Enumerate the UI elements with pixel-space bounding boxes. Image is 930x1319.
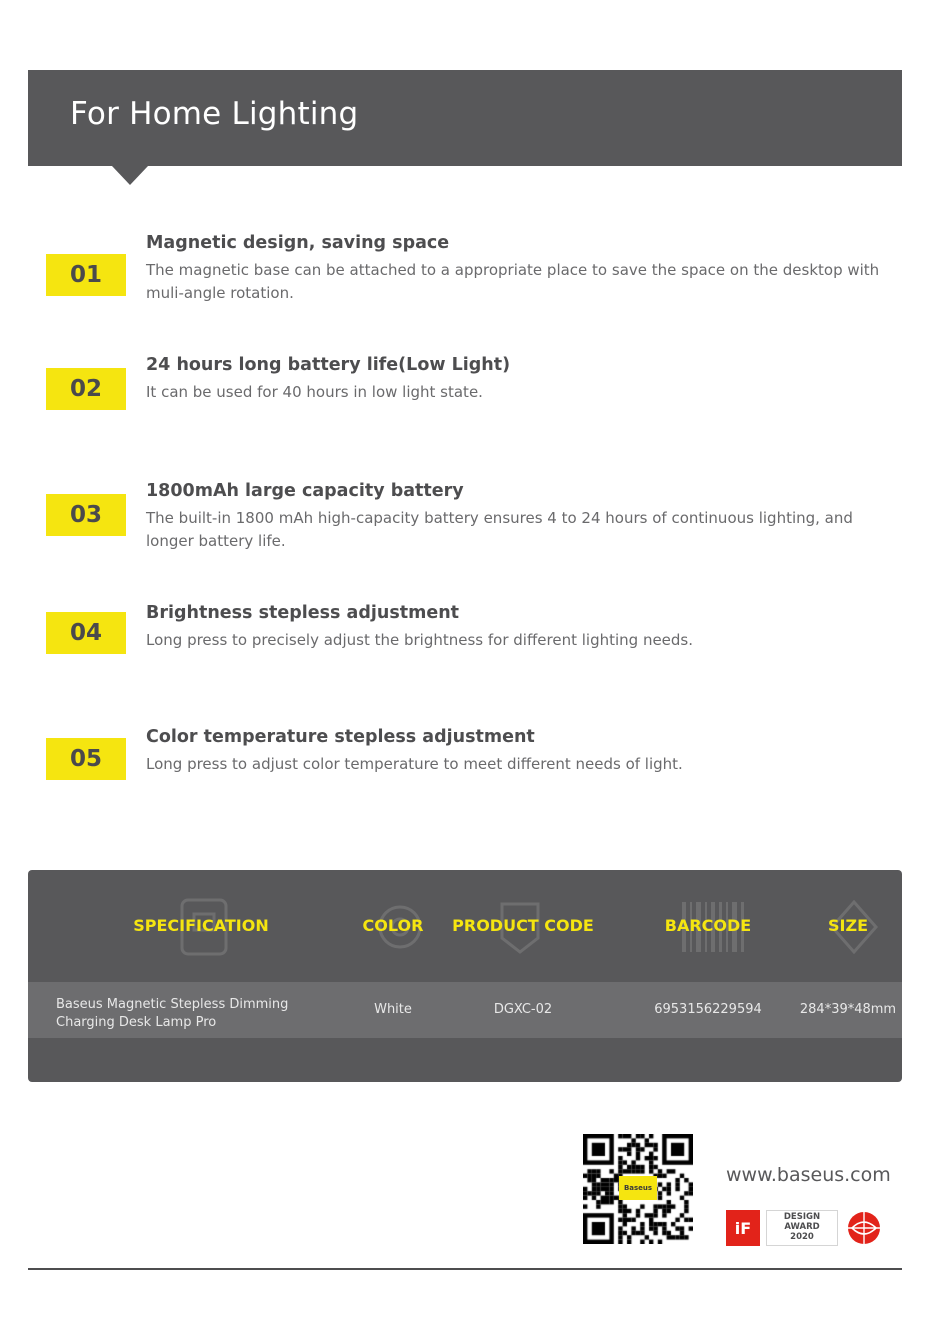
- feature-list: [0, 232, 930, 842]
- design-award-line1: DESIGN: [783, 1212, 821, 1223]
- feature-title: Magnetic design, saving space: [146, 233, 450, 253]
- list-item: [0, 480, 930, 590]
- cell-specification: Baseus Magnetic Stepless Dimming Charging Desk Lamp Pro: [56, 997, 289, 1030]
- feature-body: [146, 354, 900, 404]
- feature-description: The magnetic base can be attached to a appropriate place to save the space on the desktop with muli-angle rotation.: [146, 260, 880, 302]
- list-item: [0, 728, 930, 828]
- feature-title: 24 hours long battery life(Low Light): [146, 355, 511, 375]
- list-item: [0, 356, 930, 466]
- feature-number-badge: 01: [46, 254, 126, 296]
- if-award-badge: iF: [726, 1210, 760, 1246]
- feature-number-badge: 04: [46, 612, 126, 654]
- footer-divider: [28, 1268, 902, 1270]
- feature-number-badge: 03: [46, 494, 126, 536]
- cell-barcode: 6953156229594: [654, 1002, 762, 1017]
- design-award-line3: 2020: [790, 1231, 814, 1242]
- feature-number-badge: 02: [46, 368, 126, 410]
- feature-body: [146, 726, 900, 776]
- cell-size: 284*39*48mm: [799, 1002, 897, 1017]
- column-header-barcode: BARCODE: [664, 916, 752, 935]
- feature-description: Long press to precisely adjust the brightness for different lighting needs.: [146, 630, 694, 649]
- feature-description: It can be used for 40 hours in low light state.: [146, 382, 483, 401]
- list-item: [0, 232, 930, 342]
- cell-color: White: [374, 1002, 412, 1017]
- feature-description: Long press to adjust color temperature to meet different needs of light.: [146, 754, 683, 773]
- award-badges: [726, 1210, 884, 1246]
- column-header-size: SIZE: [827, 916, 868, 935]
- cell-product-code: DGXC-02: [493, 1002, 553, 1017]
- table-header-row: [28, 870, 902, 982]
- qr-code: [583, 1134, 693, 1244]
- feature-title: Color temperature stepless adjustment: [146, 727, 535, 747]
- feature-title: Brightness stepless adjustment: [146, 603, 460, 623]
- design-award-line2: AWARD: [784, 1222, 820, 1233]
- specification-table: [28, 870, 902, 1082]
- qr-brand-label: Baseus: [619, 1176, 657, 1200]
- website-url[interactable]: www.baseus.com: [726, 1164, 891, 1186]
- feature-body: [146, 232, 900, 305]
- column-header-color: COLOR: [362, 916, 424, 935]
- red-dot-award-badge: [844, 1210, 884, 1246]
- feature-title: 1800mAh large capacity battery: [146, 481, 464, 501]
- feature-body: [146, 602, 900, 652]
- feature-description: The built-in 1800 mAh high-capacity battery ensures 4 to 24 hours of continuous lighting, and longer battery life.: [146, 508, 853, 550]
- feature-number-badge: 05: [46, 738, 126, 780]
- header-banner: [28, 70, 902, 166]
- column-header-specification: SPECIFICATION: [133, 916, 269, 935]
- feature-body: [146, 480, 900, 553]
- table-row: [28, 982, 902, 1038]
- column-header-product-code: PRODUCT CODE: [452, 916, 594, 935]
- design-award-badge: [766, 1210, 838, 1246]
- red-dot-icon: [846, 1210, 882, 1246]
- header-notch-arrow: [112, 166, 148, 185]
- page-title: For Home Lighting: [70, 96, 359, 132]
- list-item: [0, 604, 930, 714]
